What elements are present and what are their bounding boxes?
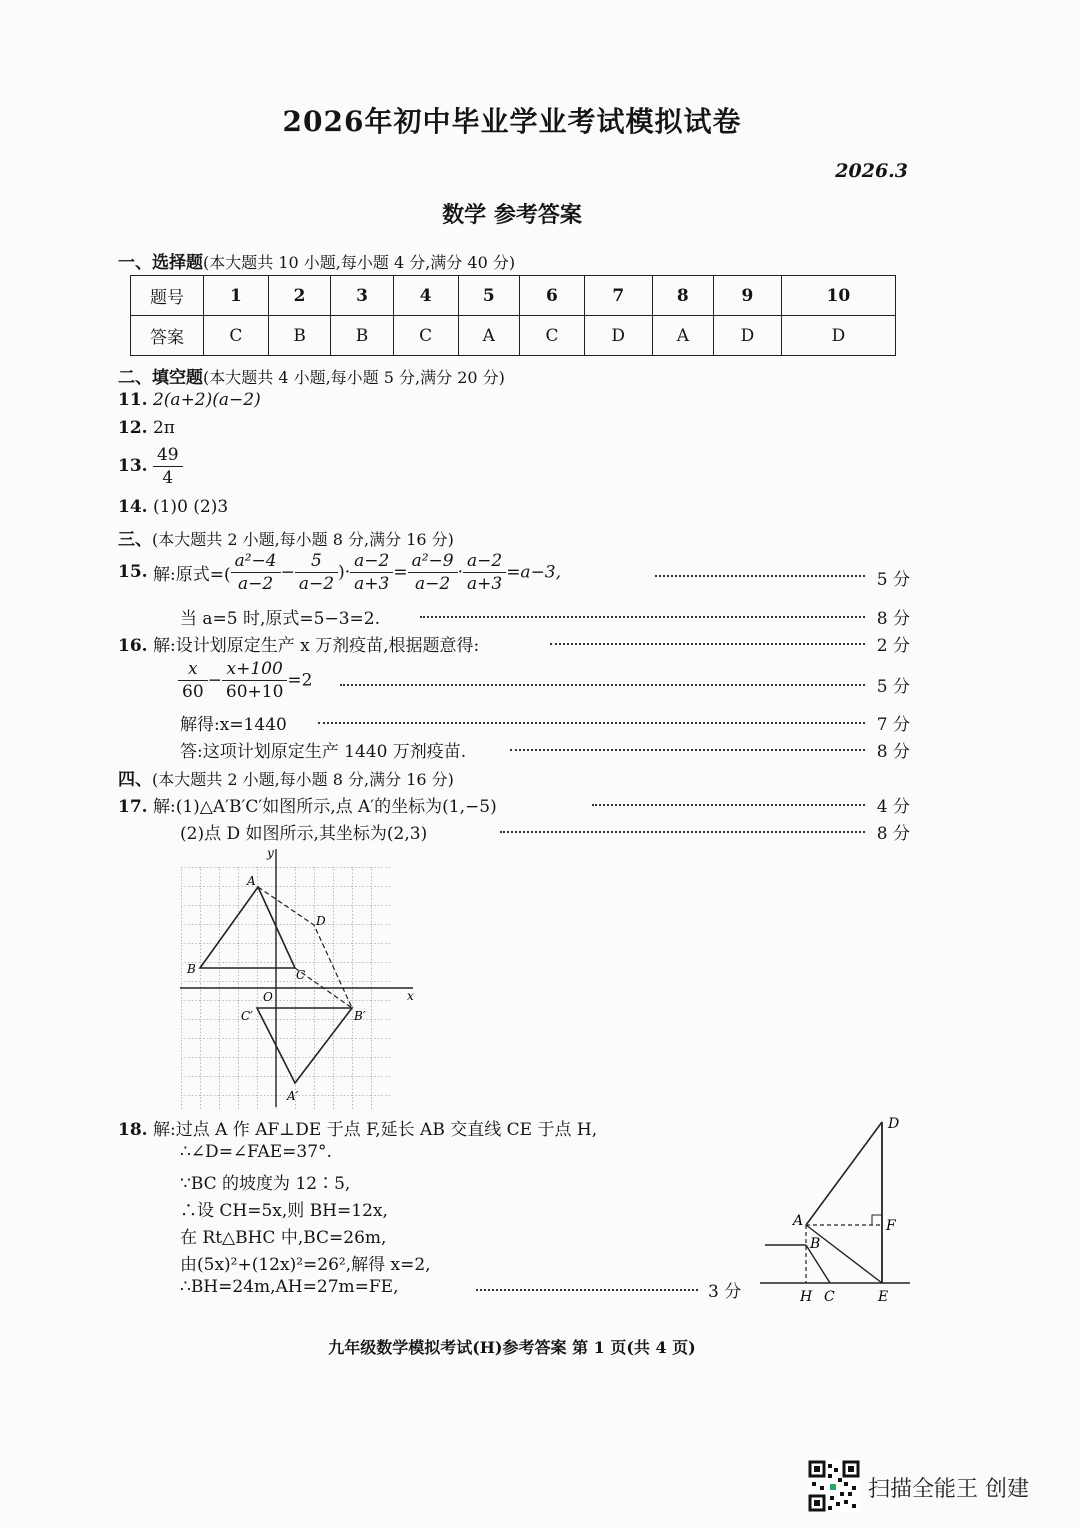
q14-answer: (1)0 (2)3 bbox=[152, 497, 229, 517]
figure17-label-C: C bbox=[296, 968, 306, 982]
figure18-AD-line bbox=[806, 1122, 882, 1225]
section2-heading bbox=[118, 363, 505, 388]
section4-heading bbox=[118, 765, 454, 790]
q15-score1: 5 分 bbox=[876, 570, 910, 590]
answer-table bbox=[130, 275, 896, 356]
q15-mid: )· bbox=[338, 562, 351, 583]
figure18-label-D: D bbox=[888, 1116, 900, 1132]
answer-q14 bbox=[118, 497, 228, 517]
figure18-label-H: H bbox=[800, 1289, 813, 1305]
section3-desc: (本大题共 2 小题,每小题 8 分,满分 16 分) bbox=[152, 530, 454, 549]
q16-frac1-num: x bbox=[178, 658, 208, 681]
q16-equation bbox=[178, 658, 312, 703]
table-cell-q9: 9 bbox=[714, 276, 782, 316]
section2-label: 二、填空题 bbox=[118, 368, 203, 388]
table-cell-q8: 8 bbox=[652, 276, 713, 316]
q16-dots2 bbox=[340, 684, 865, 686]
q18-number: 18. bbox=[118, 1120, 148, 1140]
q17-dots1 bbox=[592, 804, 865, 806]
q15-score2: 8 分 bbox=[876, 609, 910, 629]
figure18-AE-line bbox=[806, 1225, 882, 1283]
q14-number: 14. bbox=[118, 497, 148, 517]
q16-frac2 bbox=[222, 658, 288, 703]
answer-subtitle: 数学 参考答案 bbox=[442, 202, 582, 228]
q15-frac2-den: a−2 bbox=[298, 574, 335, 594]
q18-score1: 3 分 bbox=[708, 1282, 742, 1302]
figure18-right-angle-mark bbox=[872, 1215, 882, 1225]
q15-frac1-num: a²−4 bbox=[231, 550, 281, 573]
table-cell-q5: 5 bbox=[458, 276, 519, 316]
table-cell-a5: A bbox=[458, 316, 519, 356]
table-cell-a2: B bbox=[268, 316, 330, 356]
figure18-label-B: B bbox=[810, 1236, 821, 1252]
q15-minus: − bbox=[280, 562, 295, 583]
figure18-label-A: A bbox=[793, 1213, 804, 1229]
table-cell-a7: D bbox=[584, 316, 652, 356]
q15-frac3 bbox=[350, 550, 393, 595]
q16-score1: 2 分 bbox=[876, 636, 910, 656]
table-cell-q1: 1 bbox=[204, 276, 269, 316]
q16-dots1 bbox=[550, 643, 865, 645]
page-footer: 九年级数学模拟考试(H)参考答案 第 1 页(共 4 页) bbox=[328, 1338, 696, 1357]
q18-line4: ∴设 CH=5x,则 BH=12x, bbox=[180, 1201, 388, 1221]
qr-code-icon bbox=[808, 1460, 860, 1512]
q18-line6: 由(5x)²+(12x)²=26²,解得 x=2, bbox=[180, 1255, 431, 1275]
q16-line3: 解得:x=1440 bbox=[180, 715, 287, 735]
q16-score4: 8 分 bbox=[876, 742, 910, 762]
q16-score2: 5 分 bbox=[876, 677, 910, 697]
q15-frac4 bbox=[408, 550, 458, 595]
q15-frac5-num: a−2 bbox=[463, 550, 506, 573]
figure18-label-F: F bbox=[886, 1218, 896, 1234]
q12-answer: 2π bbox=[152, 418, 175, 438]
q13-fraction bbox=[153, 444, 183, 489]
figure17-label-B: B bbox=[187, 962, 196, 976]
table-cell-a10: D bbox=[781, 316, 895, 356]
table-cell-a6: C bbox=[520, 316, 585, 356]
scanner-watermark: 扫描全能王 创建 bbox=[868, 1477, 1029, 1502]
q15-frac5 bbox=[463, 550, 506, 595]
q15-line2: 当 a=5 时,原式=5−3=2. bbox=[180, 609, 380, 629]
q17-score1: 4 分 bbox=[876, 797, 910, 817]
q17-line2: (2)点 D 如图所示,其坐标为(2,3) bbox=[180, 824, 428, 844]
q15-frac3-num: a−2 bbox=[350, 550, 393, 573]
q16-number: 16. bbox=[118, 636, 148, 656]
table-head-answer: 答案 bbox=[131, 316, 204, 356]
answer-q18-line1 bbox=[118, 1115, 597, 1140]
figure17-coordinate-grid bbox=[175, 845, 420, 1110]
q15-frac1-den: a−2 bbox=[238, 574, 274, 594]
q16-dots3 bbox=[318, 722, 865, 724]
q12-number: 12. bbox=[118, 418, 148, 438]
q18-line1-text: 解:过点 A 作 AF⊥DE 于点 F,延长 AB 交直线 CE 于点 H, bbox=[152, 1120, 598, 1140]
q16-line1-text: 解:设计划原定生产 x 万剂疫苗,根据题意得: bbox=[152, 636, 480, 656]
section1-label: 一、选择题 bbox=[118, 253, 203, 273]
figure17-label-A: A bbox=[247, 874, 256, 888]
figure18-slope-diagram bbox=[760, 1110, 915, 1310]
q17-dots2 bbox=[500, 831, 865, 833]
q15-dot: · bbox=[457, 562, 463, 583]
q11-answer: 2(a+2)(a−2) bbox=[152, 390, 261, 410]
q15-tail: =a−3, bbox=[506, 562, 562, 583]
answer-q15-line1 bbox=[118, 550, 561, 595]
q17-score2: 8 分 bbox=[876, 824, 910, 844]
answer-q12 bbox=[118, 418, 175, 438]
figure17-label-Cp: C′ bbox=[241, 1009, 253, 1023]
q18-line2: ∴∠D=∠FAE=37°. bbox=[180, 1142, 332, 1162]
table-cell-a1: C bbox=[204, 316, 269, 356]
section4-desc: (本大题共 2 小题,每小题 8 分,满分 16 分) bbox=[152, 770, 454, 789]
q17-line1-text: 解:(1)△A′B′C′如图所示,点 A′的坐标为(1,−5) bbox=[152, 797, 497, 817]
q15-frac3-den: a+3 bbox=[354, 574, 390, 594]
answer-q13 bbox=[118, 444, 183, 489]
q13-number: 13. bbox=[118, 456, 148, 476]
figure17-label-Bp: B′ bbox=[354, 1009, 366, 1023]
q15-frac2 bbox=[295, 550, 338, 595]
q15-frac2-num: 5 bbox=[295, 550, 338, 573]
q16-score3: 7 分 bbox=[876, 715, 910, 735]
section4-label: 四、 bbox=[118, 770, 152, 790]
q16-frac2-num: x+100 bbox=[222, 658, 288, 681]
figure17-label-y: y bbox=[267, 846, 274, 860]
figure18-label-C: C bbox=[824, 1289, 835, 1305]
figure17-label-x: x bbox=[407, 989, 414, 1003]
section1-desc: (本大题共 10 小题,每小题 4 分,满分 40 分) bbox=[203, 253, 516, 272]
q15-eq: = bbox=[393, 562, 408, 583]
q15-frac1 bbox=[231, 550, 281, 595]
section1-heading bbox=[118, 248, 515, 273]
q16-eq: =2 bbox=[287, 670, 313, 691]
q18-line7: ∴BH=24m,AH=27m=FE, bbox=[180, 1277, 399, 1297]
answer-q17-line1 bbox=[118, 792, 497, 817]
figure17-label-D: D bbox=[316, 914, 326, 928]
table-cell-a8: A bbox=[652, 316, 713, 356]
q16-frac1 bbox=[178, 658, 208, 703]
table-cell-q10: 10 bbox=[781, 276, 895, 316]
q13-denominator: 4 bbox=[162, 468, 174, 488]
section3-heading bbox=[118, 525, 454, 550]
table-cell-q4: 4 bbox=[393, 276, 458, 316]
figure18-label-E: E bbox=[878, 1289, 889, 1305]
table-cell-a3: B bbox=[331, 316, 393, 356]
table-cell-q3: 3 bbox=[331, 276, 393, 316]
q15-number: 15. bbox=[118, 562, 148, 582]
figure17-label-O: O bbox=[263, 990, 273, 1004]
exam-date: 2026.3 bbox=[835, 160, 908, 182]
q16-frac1-den: 60 bbox=[182, 682, 204, 702]
section3-label: 三、 bbox=[118, 530, 152, 550]
answer-table-row-questions bbox=[131, 276, 896, 316]
q15-prefix: 解:原式=( bbox=[152, 565, 231, 585]
answer-table-row-answers bbox=[131, 316, 896, 356]
q15-frac4-den: a−2 bbox=[414, 574, 451, 594]
q15-frac4-num: a²−9 bbox=[408, 550, 458, 573]
answer-q11 bbox=[118, 390, 261, 410]
q15-dots1 bbox=[655, 575, 865, 577]
q13-numerator: 49 bbox=[153, 444, 183, 467]
q16-frac2-den: 60+10 bbox=[225, 682, 284, 702]
q18-line5: 在 Rt△BHC 中,BC=26m, bbox=[180, 1228, 387, 1248]
q18-line3: ∵BC 的坡度为 12∶5, bbox=[180, 1174, 351, 1194]
q11-number: 11. bbox=[118, 390, 148, 410]
answer-q16-line1 bbox=[118, 631, 479, 656]
table-cell-q7: 7 bbox=[584, 276, 652, 316]
section2-desc: (本大题共 4 小题,每小题 5 分,满分 20 分) bbox=[203, 368, 505, 387]
q15-frac5-den: a+3 bbox=[466, 574, 503, 594]
q17-number: 17. bbox=[118, 797, 148, 817]
q18-dots1 bbox=[476, 1289, 698, 1291]
table-cell-a9: D bbox=[714, 316, 782, 356]
table-cell-a4: C bbox=[393, 316, 458, 356]
table-cell-q6: 6 bbox=[520, 276, 585, 316]
exam-title: 2026年初中毕业学业考试模拟试卷 bbox=[282, 105, 742, 138]
q16-line4: 答:这项计划原定生产 1440 万剂疫苗. bbox=[180, 742, 467, 762]
q16-minus: − bbox=[207, 670, 222, 691]
figure17-label-Ap: A′ bbox=[287, 1089, 299, 1103]
table-cell-q2: 2 bbox=[268, 276, 330, 316]
q16-dots4 bbox=[510, 749, 865, 751]
q15-dots2 bbox=[420, 616, 865, 618]
table-head-question: 题号 bbox=[131, 276, 204, 316]
